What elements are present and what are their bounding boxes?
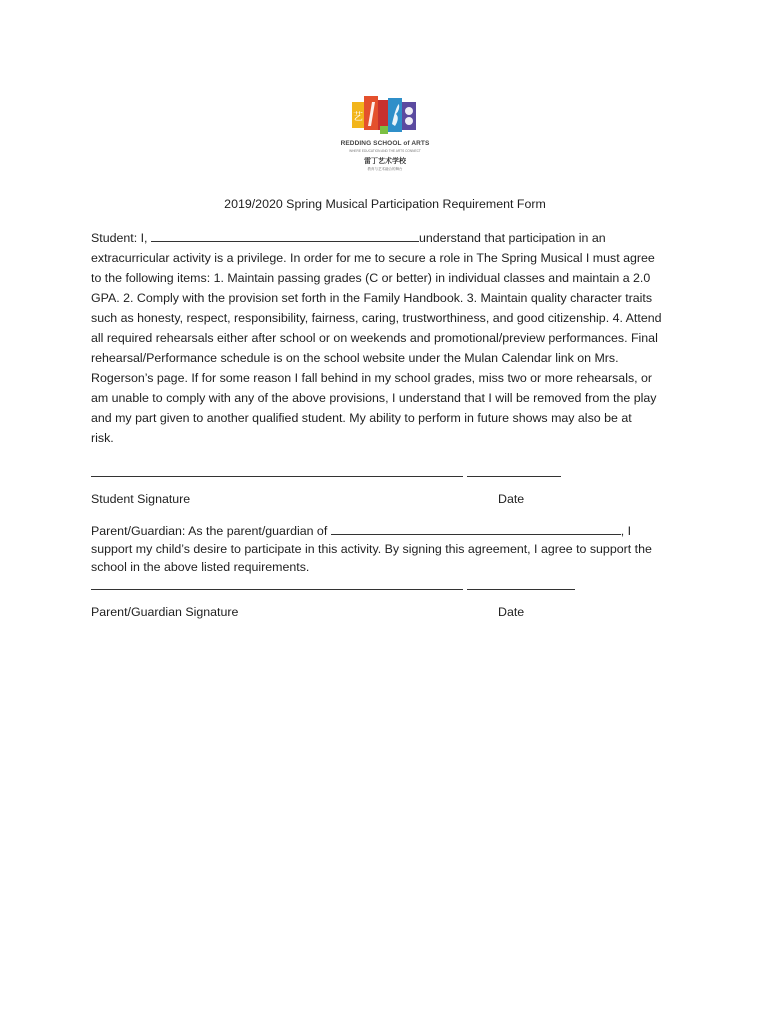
parent-prefix: Parent/Guardian: As the parent/guardian of [91,524,328,538]
body-line: Rogerson’s page. If for some reason I fall behind in my school grades, miss two or more rehearsals, or [91,371,653,385]
student-signature-label: Student Signature [91,492,191,506]
parent-body-line: support my child’s desire to participate in this activity. By signing this agreement, I agree to support the [91,542,652,556]
student-date-field[interactable] [467,476,561,477]
child-name-field[interactable] [331,523,621,535]
parent-body-line: school in the above listed requirements. [91,560,310,574]
body-line: and my part given to another qualified student. My ability to perform in future shows may also be at [91,411,632,425]
parent-name-line [91,522,691,540]
form-title: 2019/2020 Spring Musical Participation Requirement Form [224,197,546,211]
body-line: such as honesty, respect, responsibility, fairness, caring, trustworthiness, and good citizenship. 4. Attend [91,311,662,325]
logo-chinese-tagline: 教育与艺术融合的舞台 [367,167,403,171]
logo-tagline: WHERE EDUCATION AND THE ARTS CONNECT [349,149,421,153]
body-line: all required rehearsals either after school or on weekends and promotional/preview performances. Final [91,331,658,345]
logo-school-name: REDDING SCHOOL of ARTS [340,140,430,147]
student-date-label: Date [498,492,525,506]
school-logo-art [350,96,420,136]
student-name-field[interactable] [151,230,419,242]
body-line: risk. [91,431,114,445]
parent-paragraph [91,522,691,576]
student-prefix: Student: I, [91,231,148,245]
body-line: to the following items: 1. Maintain passing grades (C or better) in individual classes and maintain a 2.0 [91,271,651,285]
body-line: am unable to comply with any of the above provisions, I understand that I will be removed from the play [91,391,657,405]
parent-date-label: Date [498,605,525,619]
parent-suffix: , I [620,524,632,538]
student-name-line [91,228,691,248]
logo-chinese-name: 雷丁艺术学校 [364,158,406,165]
logo-art-text-1: 艺 [353,112,363,123]
requirements-paragraph [91,228,691,448]
parent-date-field[interactable] [467,589,575,590]
student-suffix: understand that participation in an [418,231,606,245]
body-line: GPA. 2. Comply with the provision set forth in the Family Handbook. 3. Maintain quality character traits [91,291,653,305]
student-signature-field[interactable] [91,476,463,477]
school-logo [340,96,430,178]
parent-signature-field[interactable] [91,589,463,590]
body-line: rehearsal/Performance schedule is on the school website under the Mulan Calendar link on Mrs. [91,351,619,365]
parent-signature-label: Parent/Guardian Signature [91,605,239,619]
body-line: extracurricular activity is a privilege. In order for me to secure a role in The Spring Musical I must agree [91,251,655,265]
